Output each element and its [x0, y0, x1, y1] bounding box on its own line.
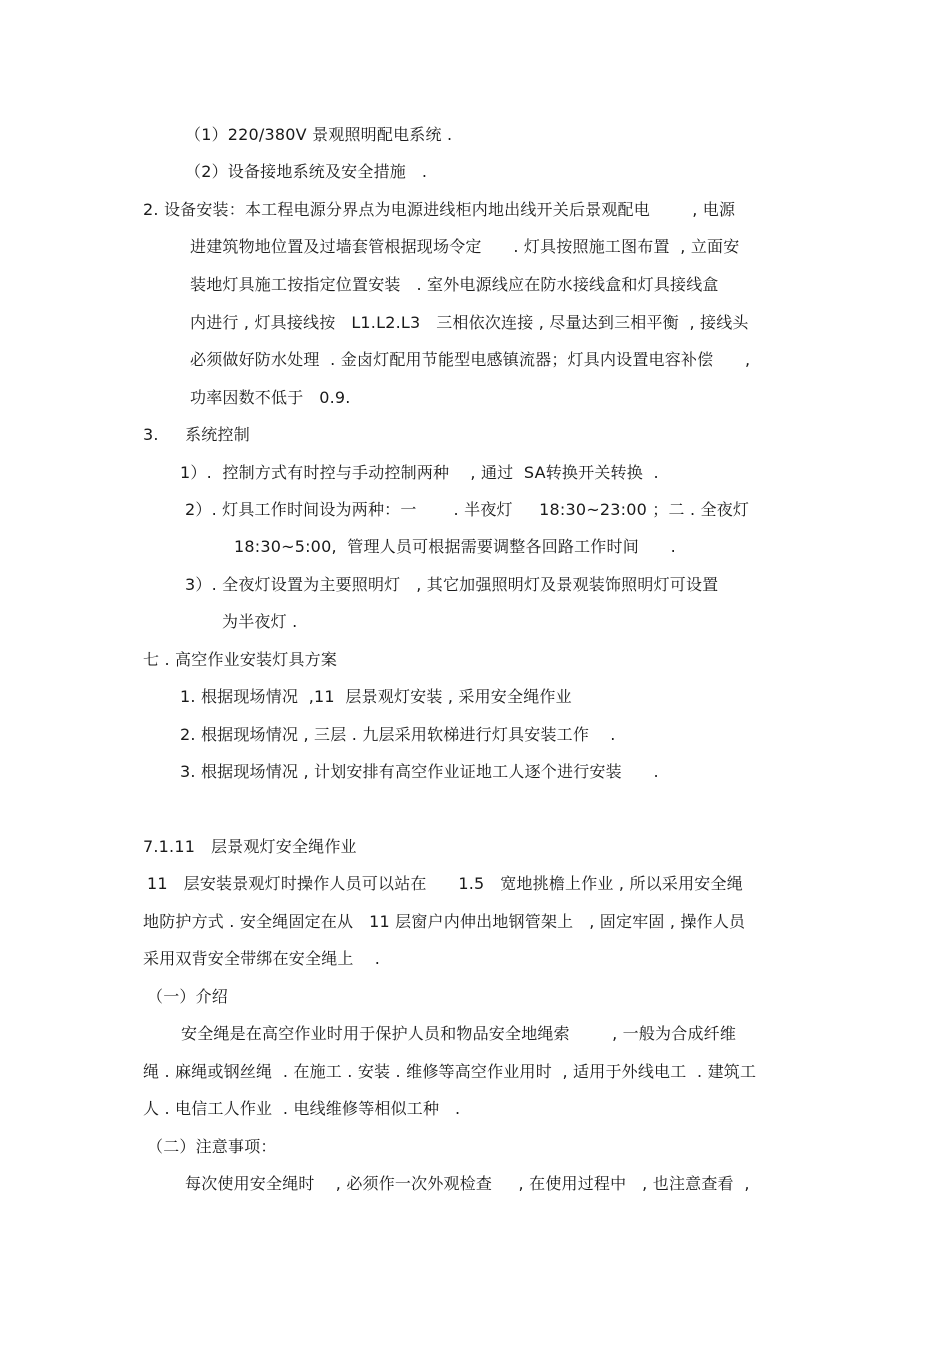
text-line: 2. 设备安装：本工程电源分界点为电源进线柜内地出线开关后景观配电 , 电源 — [143, 200, 736, 219]
text-line: 安全绳是在高空作业时用于保护人员和物品安全地绳索 , 一般为合成纤维 — [181, 1024, 737, 1043]
text-line: 11 层安装景观灯时操作人员可以站在 1.5 宽地挑檐上作业 , 所以采用安全绳 — [147, 874, 743, 893]
text-line: 1. 根据现场情况 ,11 层景观灯安装 , 采用安全绳作业 — [180, 687, 572, 706]
text-line: 绳 . 麻绳或钢丝绳 . 在施工 . 安装 . 维修等高空作业用时 , 适用于外线电工 . 建筑工 — [143, 1062, 757, 1081]
text-line: 每次使用安全绳时 , 必须作一次外观检查 , 在使用过程中 , 也注意查看 , — [185, 1174, 750, 1193]
text-line: 人 . 电信工人作业 . 电线维修等相似工种 . — [143, 1099, 461, 1118]
text-line: 18:30~5:00, 管理人员可根据需要调整各回路工作时间 . — [234, 537, 676, 556]
text-line: 2）. 灯具工作时间设为两种：一 . 半夜灯 18:30~23:00 ；二 . 全夜灯 — [185, 500, 750, 519]
text-line: 内进行 , 灯具接线按 L1.L2.L3 三相依次连接 , 尽量达到三相平衡 , 接线头 — [190, 313, 749, 332]
text-line: 3）. 全夜灯设置为主要照明灯 , 其它加强照明灯及景观装饰照明灯可设置 — [185, 575, 719, 594]
text-line: 为半夜灯 . — [222, 612, 298, 631]
text-line: 采用双背安全带绑在安全绳上 . — [143, 949, 381, 968]
text-line: 必须做好防水处理 . 金卤灯配用节能型电感镇流器；灯具内设置电容补偿 , — [190, 350, 751, 369]
text-line: 地防护方式 . 安全绳固定在从 11 层窗户内伸出地钢管架上 , 固定牢固 , 操作人员 — [143, 912, 746, 931]
text-line: 功率因数不低于 0.9. — [190, 388, 351, 407]
section-heading: （一）介绍 — [147, 987, 229, 1006]
text-line: 2. 根据现场情况 , 三层 . 九层采用软梯进行灯具安装工作 . — [180, 725, 616, 744]
text-line: 装地灯具施工按指定位置安装 . 室外电源线应在防水接线盒和灯具接线盒 — [190, 275, 719, 294]
text-line: 进建筑物地位置及过墙套管根据现场令定 . 灯具按照施工图布置 , 立面安 — [190, 237, 740, 256]
section-heading: 七 . 高空作业安装灯具方案 — [143, 650, 338, 669]
text-line: （1）220/380V 景观照明配电系统 . — [185, 125, 453, 144]
text-line: 1）. 控制方式有时控与手动控制两种 , 通过 SA转换开关转换 . — [180, 463, 659, 482]
section-heading: 3. 系统控制 — [143, 425, 250, 444]
section-heading: （二）注意事项： — [147, 1137, 277, 1156]
text-line: （2）设备接地系统及安全措施 . — [185, 162, 428, 181]
text-line: 3. 根据现场情况 , 计划安排有高空作业证地工人逐个进行安装 . — [180, 762, 659, 781]
section-heading: 7.1.11 层景观灯安全绳作业 — [143, 837, 357, 856]
